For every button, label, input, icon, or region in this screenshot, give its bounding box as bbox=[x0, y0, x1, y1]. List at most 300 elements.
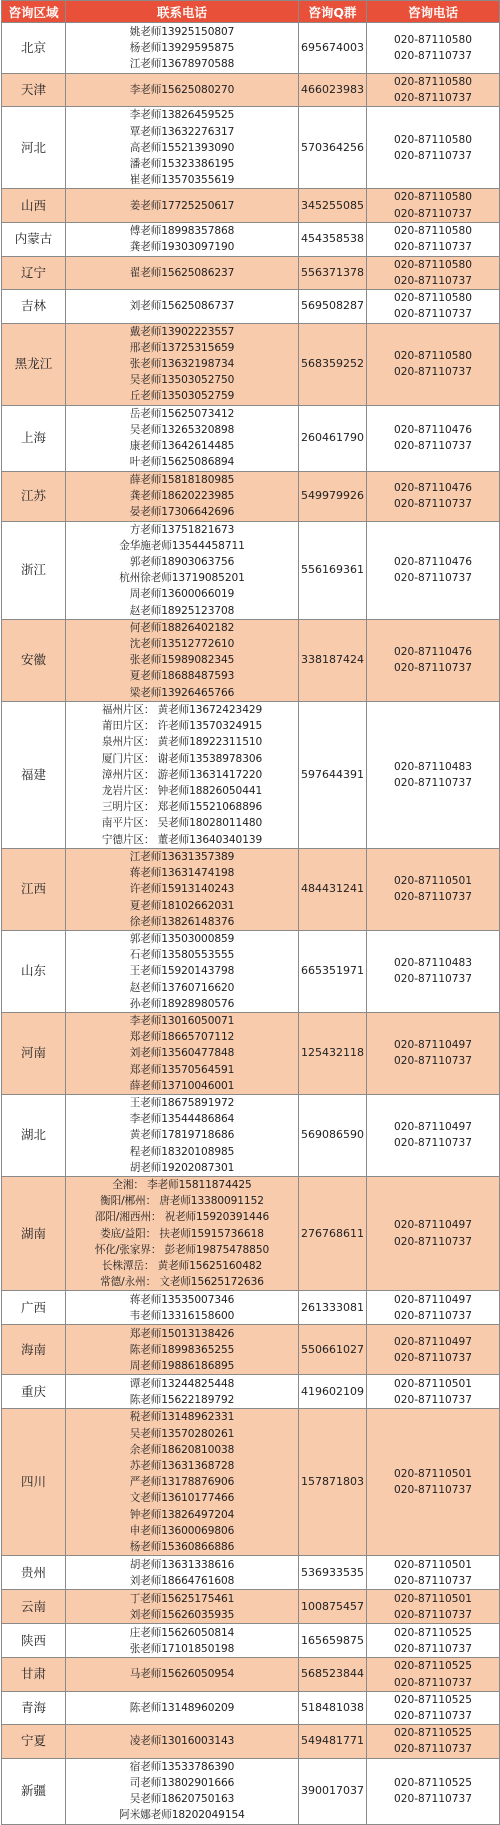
hotline-cell bbox=[367, 1725, 500, 1758]
region-cell: 湖南 bbox=[2, 1176, 66, 1290]
hotline-number: 020-87110737 bbox=[394, 149, 472, 162]
hotline-number: 020-87110580 bbox=[394, 292, 472, 305]
hotline-number: 020-87110737 bbox=[394, 891, 472, 904]
contact-line: 郭老师18903063756 bbox=[129, 556, 235, 569]
hotline-number: 020-87110737 bbox=[394, 1309, 472, 1322]
table-row bbox=[2, 848, 500, 930]
contact-line: 厦门片区： 谢老师13538978306 bbox=[101, 752, 263, 765]
hotline-number: 020-87110737 bbox=[394, 1574, 472, 1587]
hotline-number: 020-87110476 bbox=[394, 556, 472, 569]
hotline-cell bbox=[367, 290, 500, 323]
header-row bbox=[2, 1, 500, 23]
contact-line: 黄老师17819718686 bbox=[129, 1129, 235, 1142]
contacts-cell bbox=[66, 290, 299, 323]
contacts-cell bbox=[66, 1325, 299, 1375]
qq-group-cell: 165659875 bbox=[299, 1624, 367, 1658]
hotline-cell bbox=[367, 1176, 500, 1290]
table-row bbox=[2, 290, 500, 323]
hotline-number: 020-87110737 bbox=[394, 1235, 472, 1248]
contact-line: 薛老师15818180985 bbox=[129, 473, 235, 486]
region-cell: 上海 bbox=[2, 405, 66, 471]
contact-line: 金华施老师13544458711 bbox=[119, 539, 245, 552]
contact-line: 南平片区： 吴老师18028011480 bbox=[101, 817, 263, 830]
qq-group-cell: 536933535 bbox=[299, 1556, 367, 1590]
contact-line: 王老师18675891972 bbox=[129, 1096, 235, 1109]
region-cell: 贵州 bbox=[2, 1556, 66, 1590]
contact-line: 江老师13678970588 bbox=[129, 58, 235, 71]
qq-group-cell: 568523844 bbox=[299, 1658, 367, 1691]
contacts-cell bbox=[66, 1375, 299, 1409]
hotline-number: 020-87110737 bbox=[394, 1743, 472, 1756]
contacts-cell bbox=[66, 848, 299, 930]
hotline-cell bbox=[367, 619, 500, 701]
contact-line: 石老师13580553555 bbox=[129, 949, 235, 962]
contact-line: 钟老师13826497204 bbox=[129, 1508, 235, 1521]
contacts-cell bbox=[66, 1012, 299, 1094]
hotline-cell bbox=[367, 1590, 500, 1624]
contact-line: 吴老师13570280261 bbox=[129, 1427, 235, 1440]
table-row bbox=[2, 323, 500, 405]
contacts-cell bbox=[66, 1725, 299, 1758]
table-row bbox=[2, 619, 500, 701]
contacts-cell bbox=[66, 222, 299, 256]
contact-line: 傅老师18998357868 bbox=[129, 225, 235, 238]
region-cell: 四川 bbox=[2, 1409, 66, 1556]
contact-line: 宿老师13533786390 bbox=[129, 1760, 235, 1773]
contact-line: 张老师15989082345 bbox=[129, 654, 235, 667]
table-row bbox=[2, 1658, 500, 1691]
contacts-cell bbox=[66, 1658, 299, 1691]
hotline-number: 020-87110476 bbox=[394, 481, 472, 494]
contact-line: 怀化/张家界： 彭老师19875478850 bbox=[94, 1243, 270, 1256]
region-cell: 河南 bbox=[2, 1012, 66, 1094]
hotline-number: 020-87110497 bbox=[394, 1335, 472, 1348]
header-hotline: 咨询电话 bbox=[367, 1, 500, 23]
region-cell: 湖北 bbox=[2, 1094, 66, 1176]
hotline-number: 020-87110525 bbox=[394, 1776, 472, 1789]
hotline-number: 020-87110501 bbox=[394, 1468, 472, 1481]
contact-line: 韦老师13316158600 bbox=[129, 1309, 235, 1322]
contacts-cell bbox=[66, 619, 299, 701]
region-cell: 黑龙江 bbox=[2, 323, 66, 405]
qq-group-cell: 549481771 bbox=[299, 1725, 367, 1758]
region-cell: 河北 bbox=[2, 107, 66, 189]
table-row bbox=[2, 1409, 500, 1556]
header-contacts: 联系电话 bbox=[66, 1, 299, 23]
hotline-number: 020-87110737 bbox=[394, 973, 472, 986]
contacts-cell bbox=[66, 521, 299, 619]
region-cell: 广西 bbox=[2, 1291, 66, 1325]
table-row bbox=[2, 107, 500, 189]
qq-group-cell: 695674003 bbox=[299, 23, 367, 74]
contact-line: 梁老师13926465766 bbox=[129, 686, 235, 699]
contact-line: 潘老师15323386195 bbox=[129, 158, 235, 171]
hotline-cell bbox=[367, 74, 500, 107]
hotline-cell bbox=[367, 1012, 500, 1094]
qq-group-cell: 345255085 bbox=[299, 189, 367, 222]
region-cell: 新疆 bbox=[2, 1758, 66, 1824]
qq-group-cell: 556371378 bbox=[299, 256, 367, 289]
hotline-number: 020-87110737 bbox=[394, 50, 472, 62]
contact-line: 郑老师13570564591 bbox=[129, 1063, 235, 1076]
contact-line: 康老师13642614485 bbox=[129, 440, 235, 453]
contact-line: 王老师15920143798 bbox=[129, 965, 235, 978]
table-row bbox=[2, 701, 500, 848]
contact-line: 龚老师19303097190 bbox=[129, 241, 235, 254]
contact-line: 周老师13600066019 bbox=[129, 588, 235, 601]
contact-line: 姜老师17725250617 bbox=[129, 199, 235, 212]
contact-line: 许老师15913140243 bbox=[129, 883, 235, 896]
contact-line: 姚老师13925150807 bbox=[129, 25, 235, 38]
contact-line: 福州片区： 黄老师13672423429 bbox=[101, 703, 263, 716]
contact-line: 严老师13178876906 bbox=[129, 1476, 235, 1489]
contacts-cell bbox=[66, 1624, 299, 1658]
contact-line: 叶老师15625086894 bbox=[129, 456, 235, 469]
contacts-cell bbox=[66, 23, 299, 74]
contact-line: 张老师17101850198 bbox=[129, 1642, 235, 1655]
contacts-cell bbox=[66, 1556, 299, 1590]
table-row bbox=[2, 1325, 500, 1375]
contact-line: 邵阳/湘西州： 祝老师15920391446 bbox=[94, 1211, 270, 1224]
region-cell: 江西 bbox=[2, 848, 66, 930]
contact-line: 庄老师15626050814 bbox=[129, 1626, 235, 1639]
hotline-number: 020-87110737 bbox=[394, 662, 472, 675]
contact-line: 杭州徐老师13719085201 bbox=[119, 572, 245, 585]
contact-line: 陈老师15622189792 bbox=[129, 1393, 235, 1406]
hotline-number: 020-87110737 bbox=[394, 308, 472, 321]
contact-line: 衡阳/郴州： 唐老师13380091152 bbox=[100, 1195, 264, 1208]
table-row bbox=[2, 189, 500, 222]
contact-line: 覃老师13632276317 bbox=[129, 125, 235, 138]
region-cell: 宁夏 bbox=[2, 1725, 66, 1758]
hotline-number: 020-87110580 bbox=[394, 33, 472, 46]
hotline-number: 020-87110737 bbox=[394, 92, 472, 105]
table-row bbox=[2, 23, 500, 74]
region-cell: 山东 bbox=[2, 930, 66, 1012]
contact-line: 薛老师13710046001 bbox=[129, 1079, 235, 1092]
contact-line: 徐老师13826148376 bbox=[129, 915, 235, 928]
table-row bbox=[2, 1758, 500, 1824]
contact-line: 杨老师13929595875 bbox=[129, 41, 235, 54]
table-row bbox=[2, 1556, 500, 1590]
qq-group-cell: 556169361 bbox=[299, 521, 367, 619]
qq-group-cell: 550661027 bbox=[299, 1325, 367, 1375]
hotline-number: 020-87110497 bbox=[394, 1293, 472, 1306]
contact-line: 张老师13632198734 bbox=[129, 358, 235, 371]
contact-line: 晏老师17306642696 bbox=[129, 506, 235, 519]
header-qq-group: 咨询Q群 bbox=[299, 1, 367, 23]
qq-group-cell: 338187424 bbox=[299, 619, 367, 701]
contacts-cell bbox=[66, 1291, 299, 1325]
hotline-number: 020-87110737 bbox=[394, 776, 472, 789]
region-cell: 天津 bbox=[2, 74, 66, 107]
contacts-cell bbox=[66, 1094, 299, 1176]
table-row bbox=[2, 1291, 500, 1325]
hotline-number: 020-87110501 bbox=[394, 875, 472, 888]
hotline-number: 020-87110580 bbox=[394, 133, 472, 146]
contact-line: 马老师15626050954 bbox=[129, 1668, 235, 1681]
consultation-contact-table bbox=[1, 0, 500, 1825]
table-row bbox=[2, 1012, 500, 1094]
contact-line: 岳老师15625073412 bbox=[129, 407, 235, 420]
contacts-cell bbox=[66, 256, 299, 289]
hotline-cell bbox=[367, 107, 500, 189]
contact-line: 余老师18620810038 bbox=[129, 1443, 235, 1456]
hotline-cell bbox=[367, 1691, 500, 1724]
region-cell: 山西 bbox=[2, 189, 66, 222]
hotline-cell bbox=[367, 405, 500, 471]
contacts-cell bbox=[66, 1409, 299, 1556]
contacts-cell bbox=[66, 701, 299, 848]
hotline-cell bbox=[367, 23, 500, 74]
qq-group-cell: 518481038 bbox=[299, 1691, 367, 1724]
qq-group-cell: 454358538 bbox=[299, 222, 367, 256]
contact-line: 戴老师13902223557 bbox=[129, 325, 235, 338]
hotline-cell bbox=[367, 1409, 500, 1556]
hotline-cell bbox=[367, 521, 500, 619]
contact-line: 刘老师18664761608 bbox=[129, 1574, 235, 1587]
table-row bbox=[2, 1691, 500, 1724]
hotline-number: 020-87110737 bbox=[394, 1608, 472, 1621]
hotline-number: 020-87110737 bbox=[394, 1484, 472, 1497]
hotline-cell bbox=[367, 848, 500, 930]
contacts-cell bbox=[66, 930, 299, 1012]
hotline-number: 020-87110476 bbox=[394, 646, 472, 659]
contacts-cell bbox=[66, 471, 299, 521]
region-cell: 吉林 bbox=[2, 290, 66, 323]
contact-line: 胡老师19202087301 bbox=[129, 1161, 235, 1174]
region-cell: 重庆 bbox=[2, 1375, 66, 1409]
hotline-number: 020-87110497 bbox=[394, 1121, 472, 1134]
contact-line: 宁德片区： 董老师13640340139 bbox=[101, 833, 263, 846]
contact-line: 崔老师13570355619 bbox=[129, 174, 235, 187]
hotline-cell bbox=[367, 1291, 500, 1325]
table-row bbox=[2, 521, 500, 619]
hotline-number: 020-87110737 bbox=[394, 1055, 472, 1068]
contact-line: 夏老师18102662031 bbox=[129, 899, 235, 912]
qq-group-cell: 568359252 bbox=[299, 323, 367, 405]
table-row bbox=[2, 1094, 500, 1176]
qq-group-cell: 569086590 bbox=[299, 1094, 367, 1176]
hotline-cell bbox=[367, 1758, 500, 1824]
hotline-number: 020-87110483 bbox=[394, 957, 472, 970]
qq-group-cell: 100875457 bbox=[299, 1590, 367, 1624]
qq-group-cell: 570364256 bbox=[299, 107, 367, 189]
contacts-cell bbox=[66, 1691, 299, 1724]
region-cell: 福建 bbox=[2, 701, 66, 848]
contact-line: 谭老师13244825448 bbox=[129, 1377, 235, 1390]
region-cell: 内蒙古 bbox=[2, 222, 66, 256]
region-cell: 安徽 bbox=[2, 619, 66, 701]
contacts-cell bbox=[66, 1176, 299, 1290]
contact-line: 江老师13631357389 bbox=[129, 850, 235, 863]
contact-line: 夏老师18688487593 bbox=[129, 670, 235, 683]
hotline-number: 020-87110580 bbox=[394, 225, 472, 238]
qq-group-cell: 276768611 bbox=[299, 1176, 367, 1290]
contact-line: 郑老师18665707112 bbox=[129, 1031, 235, 1044]
contacts-cell bbox=[66, 405, 299, 471]
region-cell: 青海 bbox=[2, 1691, 66, 1724]
contact-line: 李老师13544486864 bbox=[129, 1113, 235, 1126]
contact-line: 李老师15625080270 bbox=[129, 84, 235, 97]
hotline-number: 020-87110580 bbox=[394, 349, 472, 362]
hotline-number: 020-87110501 bbox=[394, 1377, 472, 1390]
qq-group-cell: 569508287 bbox=[299, 290, 367, 323]
hotline-cell bbox=[367, 701, 500, 848]
qq-group-cell: 597644391 bbox=[299, 701, 367, 848]
hotline-number: 020-87110737 bbox=[394, 1393, 472, 1406]
contact-line: 赵老师18925123708 bbox=[129, 604, 235, 617]
region-cell: 陕西 bbox=[2, 1624, 66, 1658]
contact-line: 漳州片区： 游老师13631417220 bbox=[101, 768, 263, 781]
contact-line: 全湘： 李老师15811874425 bbox=[112, 1178, 252, 1191]
region-cell: 云南 bbox=[2, 1590, 66, 1624]
contacts-cell bbox=[66, 1590, 299, 1624]
region-cell: 浙江 bbox=[2, 521, 66, 619]
hotline-number: 020-87110737 bbox=[394, 1676, 472, 1689]
region-cell: 北京 bbox=[2, 23, 66, 74]
contact-line: 孙老师18928980576 bbox=[129, 997, 235, 1010]
contact-line: 税老师13148962331 bbox=[129, 1411, 235, 1424]
table-row bbox=[2, 222, 500, 256]
contact-line: 方老师13751821673 bbox=[129, 523, 235, 536]
contact-line: 吴老师13265320898 bbox=[129, 423, 235, 436]
contact-line: 凌老师13016003143 bbox=[129, 1735, 235, 1748]
contacts-cell bbox=[66, 107, 299, 189]
hotline-number: 020-87110737 bbox=[394, 366, 472, 379]
hotline-cell bbox=[367, 1624, 500, 1658]
region-cell: 江苏 bbox=[2, 471, 66, 521]
contact-line: 苏老师13631368728 bbox=[129, 1460, 235, 1473]
qq-group-cell: 390017037 bbox=[299, 1758, 367, 1824]
hotline-number: 020-87110525 bbox=[394, 1660, 472, 1673]
hotline-number: 020-87110580 bbox=[394, 76, 472, 88]
contact-line: 蒋老师13631474198 bbox=[129, 867, 235, 880]
hotline-cell bbox=[367, 1556, 500, 1590]
contact-line: 常德/永州： 文老师15625172636 bbox=[100, 1276, 264, 1289]
contact-line: 丘老师13503052759 bbox=[129, 390, 235, 403]
hotline-number: 020-87110737 bbox=[394, 572, 472, 585]
hotline-number: 020-87110737 bbox=[394, 241, 472, 254]
hotline-cell bbox=[367, 222, 500, 256]
hotline-number: 020-87110737 bbox=[394, 498, 472, 511]
contact-line: 郑老师15013138426 bbox=[129, 1327, 235, 1340]
contacts-cell bbox=[66, 323, 299, 405]
qq-group-cell: 260461790 bbox=[299, 405, 367, 471]
contact-line: 沈老师13512772610 bbox=[129, 638, 235, 651]
contacts-cell bbox=[66, 189, 299, 222]
hotline-number: 020-87110497 bbox=[394, 1219, 472, 1232]
region-cell: 甘肃 bbox=[2, 1658, 66, 1691]
hotline-number: 020-87110476 bbox=[394, 423, 472, 436]
hotline-number: 020-87110501 bbox=[394, 1558, 472, 1571]
qq-group-cell: 549979926 bbox=[299, 471, 367, 521]
table-row bbox=[2, 1176, 500, 1290]
contact-line: 泉州片区： 黄老师18922311510 bbox=[101, 736, 263, 749]
hotline-cell bbox=[367, 189, 500, 222]
hotline-number: 020-87110737 bbox=[394, 1642, 472, 1655]
contact-line: 周老师19886186895 bbox=[129, 1359, 235, 1372]
contact-line: 赵老师13760716620 bbox=[129, 981, 235, 994]
table-row bbox=[2, 1624, 500, 1658]
contact-line: 何老师18826402182 bbox=[129, 621, 235, 634]
qq-group-cell: 665351971 bbox=[299, 930, 367, 1012]
contact-line: 刘老师15625086737 bbox=[129, 300, 235, 313]
contact-line: 三明片区： 郑老师15521068896 bbox=[101, 801, 263, 814]
contact-line: 蒋老师13535007346 bbox=[129, 1293, 235, 1306]
hotline-cell bbox=[367, 1325, 500, 1375]
hotline-cell bbox=[367, 471, 500, 521]
table-row bbox=[2, 1725, 500, 1758]
hotline-number: 020-87110497 bbox=[394, 1039, 472, 1052]
contact-line: 申老师13600069806 bbox=[129, 1524, 235, 1537]
table-row bbox=[2, 471, 500, 521]
hotline-number: 020-87110737 bbox=[394, 1351, 472, 1364]
contact-line: 莆田片区： 许老师13570324915 bbox=[101, 720, 263, 733]
contact-line: 郭老师13503000859 bbox=[129, 932, 235, 945]
contact-line: 翟老师15625086237 bbox=[129, 266, 235, 279]
contact-line: 陈老师13148960209 bbox=[129, 1701, 235, 1714]
hotline-cell bbox=[367, 1658, 500, 1691]
hotline-number: 020-87110483 bbox=[394, 760, 472, 773]
hotline-number: 020-87110737 bbox=[394, 1793, 472, 1806]
contact-line: 司老师13802901666 bbox=[129, 1776, 235, 1789]
qq-group-cell: 125432118 bbox=[299, 1012, 367, 1094]
hotline-cell bbox=[367, 323, 500, 405]
contact-line: 刘老师15626035935 bbox=[129, 1608, 235, 1621]
hotline-cell bbox=[367, 256, 500, 289]
hotline-number: 020-87110580 bbox=[394, 191, 472, 204]
hotline-number: 020-87110737 bbox=[394, 1709, 472, 1722]
table-row bbox=[2, 405, 500, 471]
qq-group-cell: 261333081 bbox=[299, 1291, 367, 1325]
hotline-cell bbox=[367, 1094, 500, 1176]
hotline-cell bbox=[367, 930, 500, 1012]
hotline-number: 020-87110501 bbox=[394, 1592, 472, 1605]
hotline-number: 020-87110737 bbox=[394, 1137, 472, 1150]
contact-line: 程老师18320108985 bbox=[129, 1145, 235, 1158]
qq-group-cell: 466023983 bbox=[299, 74, 367, 107]
contact-line: 李老师13016050071 bbox=[129, 1014, 235, 1027]
hotline-number: 020-87110737 bbox=[394, 275, 472, 288]
contact-line: 娄底/益阳： 扶老师15915736618 bbox=[100, 1227, 264, 1240]
contact-line: 邢老师13725315659 bbox=[129, 341, 235, 354]
header-region: 咨询区域 bbox=[2, 1, 66, 23]
region-cell: 辽宁 bbox=[2, 256, 66, 289]
table-row bbox=[2, 1590, 500, 1624]
table-row bbox=[2, 1375, 500, 1409]
contacts-cell bbox=[66, 74, 299, 107]
hotline-number: 020-87110525 bbox=[394, 1727, 472, 1740]
contact-line: 吴老师13503052750 bbox=[129, 374, 235, 387]
hotline-number: 020-87110737 bbox=[394, 440, 472, 453]
contact-line: 文老师13610177466 bbox=[129, 1492, 235, 1505]
contact-line: 胡老师13631338616 bbox=[129, 1558, 235, 1571]
contact-line: 阿米娜老师18202049154 bbox=[119, 1809, 245, 1822]
qq-group-cell: 484431241 bbox=[299, 848, 367, 930]
hotline-number: 020-87110525 bbox=[394, 1693, 472, 1706]
table-row bbox=[2, 930, 500, 1012]
contact-line: 吴老师18620750163 bbox=[129, 1793, 235, 1806]
contact-line: 杨老师15360866886 bbox=[129, 1541, 235, 1554]
contacts-cell bbox=[66, 1758, 299, 1824]
contact-line: 刘老师13560477848 bbox=[129, 1047, 235, 1060]
contact-line: 长株潭岳： 黄老师15625160482 bbox=[101, 1259, 263, 1272]
contact-line: 高老师15521393090 bbox=[129, 141, 235, 154]
hotline-number: 020-87110580 bbox=[394, 258, 472, 271]
contact-line: 丁老师15625175461 bbox=[129, 1592, 235, 1605]
contact-line: 龙岩片区： 钟老师18826050441 bbox=[101, 784, 263, 797]
